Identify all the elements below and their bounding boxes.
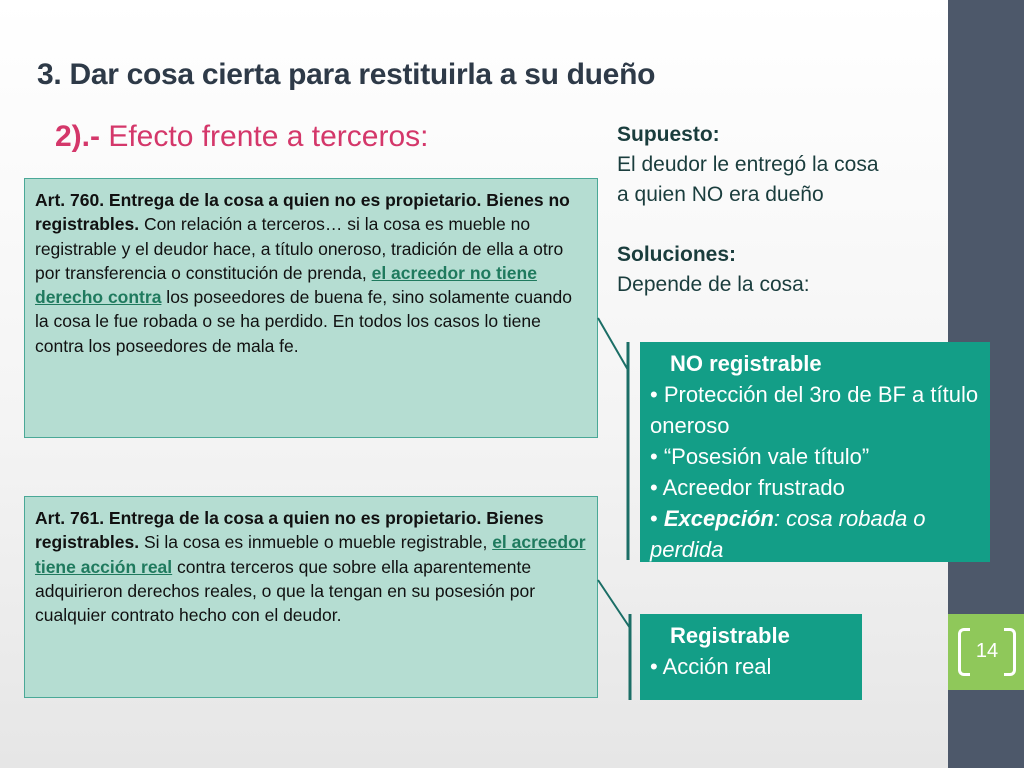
connector-760-line — [598, 318, 628, 370]
article-761-underlined: el acreedor tiene acción real — [35, 532, 586, 577]
supuesto-line-1: El deudor le entregó la cosa — [617, 153, 879, 176]
connector-761-line — [598, 580, 630, 628]
slide-title: 3. Dar cosa cierta para restituirla a su dueño — [37, 58, 656, 91]
article-761-text-2: contra terceros que sobre ella aparentemente adquirieron derechos reales, o que la tengan en su posesión por cualquier contrato hecho con el deudor. — [35, 556, 536, 626]
subtitle-text: Efecto frente a terceros: — [100, 120, 429, 153]
bullet-4-prefix: • — [650, 506, 664, 531]
no-registrable-bullet-4 — [650, 503, 980, 565]
registrable-box — [640, 614, 862, 700]
article-760-heading: Art. 760. Entrega de la cosa a quien no es propietario. Bienes no registrables. — [35, 190, 570, 235]
no-registrable-heading: NO registrable — [670, 351, 822, 376]
no-registrable-bullet-2: • “Posesión vale título” — [650, 444, 870, 469]
article-760-text-1: Con relación a terceros… si la cosa es mueble no registrable y el deudor hace, a título oneroso, tradición de ella a otro por transferencia o constitución de prenda, — [35, 214, 564, 283]
article-761-text-1: Si la cosa es inmueble o mueble registrable, — [139, 532, 493, 553]
bullet-4-bold: Excepción — [663, 506, 774, 531]
article-760-underlined: el acreedor no tiene derecho contra — [35, 262, 537, 308]
article-760-text-2: los poseedores de buena fe, sino solamente cuando la cosa le fue robada o se ha perdido. En todos los casos lo tiene contra los poseedores de mala fe. — [35, 287, 573, 356]
no-registrable-bullet-3: • Acreedor frustrado — [650, 475, 845, 500]
article-761-heading: Art. 761. Entrega de la cosa a quien no es propietario. Bienes registrables. — [35, 508, 544, 553]
supuesto-line-2: a quien NO era dueño — [617, 183, 824, 206]
soluciones-text: Depende de la cosa: — [617, 273, 810, 296]
no-registrable-bullet-1: • Protección del 3ro de BF a título oneroso — [650, 382, 979, 438]
registrable-bullet-1: • Acción real — [650, 654, 772, 679]
bullet-4-rest: : cosa robada o perdida — [650, 506, 926, 562]
supuesto-label: Supuesto: — [617, 123, 720, 146]
slide-number: 14 — [975, 640, 999, 662]
subtitle-number: 2).- — [55, 120, 100, 153]
soluciones-label: Soluciones: — [617, 243, 737, 266]
registrable-heading: Registrable — [670, 623, 790, 648]
no-registrable-box — [640, 342, 990, 562]
